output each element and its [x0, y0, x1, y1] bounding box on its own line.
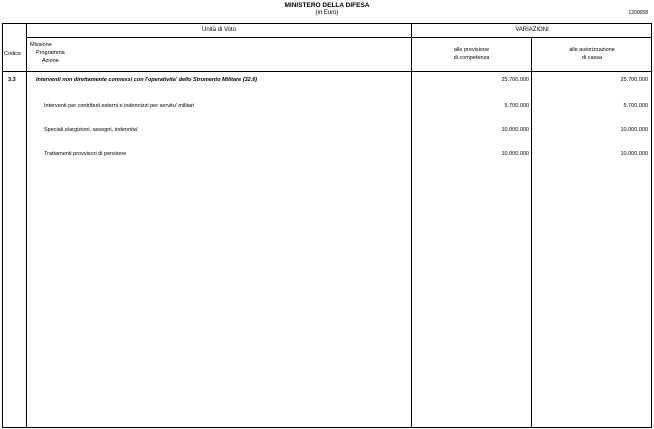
header-divider-bottom [2, 71, 652, 72]
action-cassa: 10.000.000 [620, 151, 648, 157]
header-codice: Codice [4, 51, 22, 57]
action-cassa: 5.700.000 [623, 103, 648, 109]
action-competenza: 10.000.000 [501, 127, 529, 133]
header-missione: Missione [30, 42, 52, 48]
program-cassa: 25.700.000 [620, 77, 648, 83]
header-programma: Programma [36, 50, 65, 56]
action-cassa: 10.000.000 [620, 127, 648, 133]
column-divider-code [26, 23, 27, 428]
header-divider-top [26, 37, 652, 38]
column-divider-cassa [531, 37, 532, 428]
document-code: 1200058 [628, 10, 648, 16]
table-frame [2, 23, 652, 428]
header-cassa-line1: alle autorizzazione [569, 47, 615, 53]
program-title: Interventi non direttamente connessi con l'operativita' dello Strumento Militare (32.6) [36, 77, 258, 83]
action-label: Interventi per contributi esterni e indennizzi per servitu' militari [44, 103, 195, 109]
header-competenza-line2: di competenza [453, 55, 490, 61]
header-cassa-line2: di cassa [581, 55, 603, 61]
column-divider-variazioni [411, 23, 412, 428]
header-variazioni: VARIAZIONI [515, 27, 549, 33]
page-subtitle: (in Euro) [315, 10, 339, 16]
program-code: 3.3 [8, 77, 16, 83]
header-unita-di-voto: Unità di Voto [201, 27, 237, 33]
header-competenza-line1: alle previsione [453, 47, 490, 53]
program-competenza: 25.700.000 [501, 77, 529, 83]
action-label: Trattamenti provvisori di pensione [44, 151, 127, 157]
page-title: MINISTERO DELLA DIFESA [284, 2, 370, 9]
header-azione: Azione [42, 58, 59, 64]
action-label: Speciali elargizioni, assegni, indennita' [44, 127, 138, 133]
action-competenza: 5.700.000 [504, 103, 529, 109]
action-competenza: 10.000.000 [501, 151, 529, 157]
